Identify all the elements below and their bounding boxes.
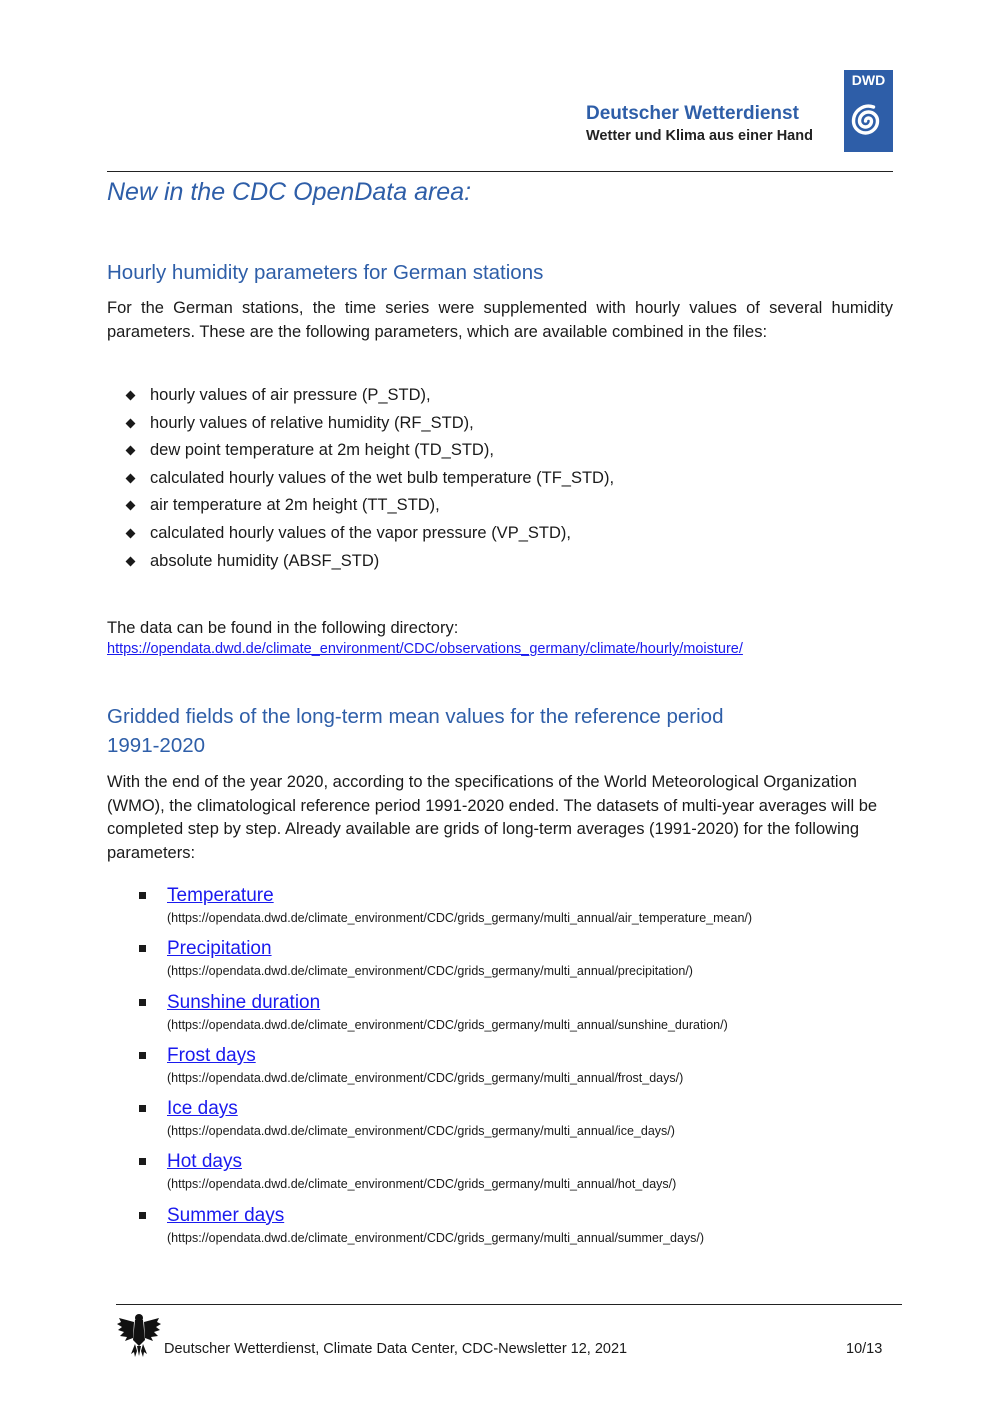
section-heading-gridded: Gridded fields of the long-term mean values for the reference period 1991-2020 — [107, 705, 724, 757]
parameter-url: (https://opendata.dwd.de/climate_environment/CDC/grids_germany/multi_annual/summer_days/) — [167, 1230, 705, 1245]
footer-rule — [116, 1304, 902, 1305]
list-item: dew point temperature at 2m height (TD_STD), — [127, 439, 614, 467]
section-intro-humidity: For the German stations, the time series were supplemented with hourly values of several humidity parameters. These are the following parameters, which are available combined in the files: — [107, 299, 893, 341]
square-bullet-icon — [139, 1212, 146, 1219]
diamond-bullet-icon — [126, 529, 136, 539]
dwd-logo — [844, 70, 893, 152]
parameter-link[interactable]: Hot days — [167, 1151, 242, 1173]
logo-slogan: Wetter und Klima aus einer Hand — [586, 128, 813, 144]
square-bullet-icon — [139, 1105, 146, 1112]
square-bullet-icon — [139, 892, 146, 899]
page-title: New in the CDC OpenData area: — [107, 178, 472, 206]
square-bullet-icon — [139, 1052, 146, 1059]
parameter-link[interactable]: Summer days — [167, 1204, 285, 1226]
parameter-url: (https://opendata.dwd.de/climate_environment/CDC/grids_germany/multi_annual/air_temperature_mean/) — [167, 911, 753, 925]
directory-link[interactable]: https://opendata.dwd.de/climate_environment/CDC/observations_germany/climate/hourly/moisture/ — [107, 641, 743, 657]
square-bullet-icon — [139, 999, 146, 1006]
parameter-link[interactable]: Sunshine duration — [167, 991, 321, 1013]
diamond-bullet-icon — [126, 473, 136, 483]
list-item: calculated hourly values of the wet bulb temperature (TF_STD), — [127, 467, 614, 495]
header-rule — [107, 171, 893, 172]
parameter-url: (https://opendata.dwd.de/climate_environment/CDC/grids_germany/multi_annual/sunshine_duration/) — [167, 1017, 728, 1032]
list-item: air temperature at 2m height (TT_STD), — [127, 494, 614, 522]
parameter-url: (https://opendata.dwd.de/climate_environment/CDC/grids_germany/multi_annual/frost_days/) — [167, 1070, 684, 1085]
diamond-bullet-icon — [126, 391, 136, 401]
list-item — [139, 1097, 752, 1150]
diamond-bullet-icon — [126, 556, 136, 566]
parameter-link[interactable]: Frost days — [167, 1044, 256, 1066]
parameter-link[interactable]: Ice days — [167, 1098, 238, 1120]
parameter-link[interactable]: Precipitation — [167, 938, 272, 960]
logo-name: Deutscher Wetterdienst — [586, 103, 799, 124]
square-bullet-icon — [139, 945, 146, 952]
federal-eagle-icon — [116, 1310, 162, 1360]
parameter-url: (https://opendata.dwd.de/climate_environment/CDC/grids_germany/multi_annual/ice_days/) — [167, 1124, 675, 1139]
logo-abbr: DWD — [851, 72, 886, 88]
humidity-parameter-list — [127, 384, 614, 577]
parameter-url: (https://opendata.dwd.de/climate_environment/CDC/grids_germany/multi_annual/precipitation/) — [167, 964, 693, 979]
gridded-parameter-list — [139, 884, 752, 1257]
list-item — [139, 937, 752, 990]
diamond-bullet-icon — [126, 501, 136, 511]
list-item — [139, 884, 752, 937]
list-item: absolute humidity (ABSF_STD) — [127, 550, 614, 578]
list-item: hourly values of relative humidity (RF_STD), — [127, 412, 614, 440]
list-item — [139, 1204, 752, 1257]
swirl-icon — [848, 97, 889, 145]
parameter-link[interactable]: Temperature — [167, 885, 274, 906]
diamond-bullet-icon — [126, 446, 136, 456]
section-heading-humidity: Hourly humidity parameters for German stations — [107, 261, 544, 284]
page-number: 10/13 — [846, 1341, 883, 1357]
list-item — [139, 1044, 752, 1097]
list-item: calculated hourly values of the vapor pressure (VP_STD), — [127, 522, 614, 550]
diamond-bullet-icon — [126, 418, 136, 428]
section-intro-gridded: With the end of the year 2020, according to the specifications of the World Meteorological Organization (WMO), the climatological reference period 1991-2020 ended. The datasets of multi-year averages will be completed step by step. Already available are grids of long-term averages (1991-2020) for the following parameters: — [107, 773, 878, 862]
list-item — [139, 1150, 752, 1203]
list-item: hourly values of air pressure (P_STD), — [127, 384, 614, 412]
list-item — [139, 991, 752, 1044]
parameter-url: (https://opendata.dwd.de/climate_environment/CDC/grids_germany/multi_annual/hot_days/) — [167, 1177, 677, 1192]
directory-label: The data can be found in the following directory: — [107, 619, 459, 637]
footer-text: Deutscher Wetterdienst, Climate Data Center, CDC-Newsletter 12, 2021 — [164, 1341, 628, 1357]
square-bullet-icon — [139, 1158, 146, 1165]
